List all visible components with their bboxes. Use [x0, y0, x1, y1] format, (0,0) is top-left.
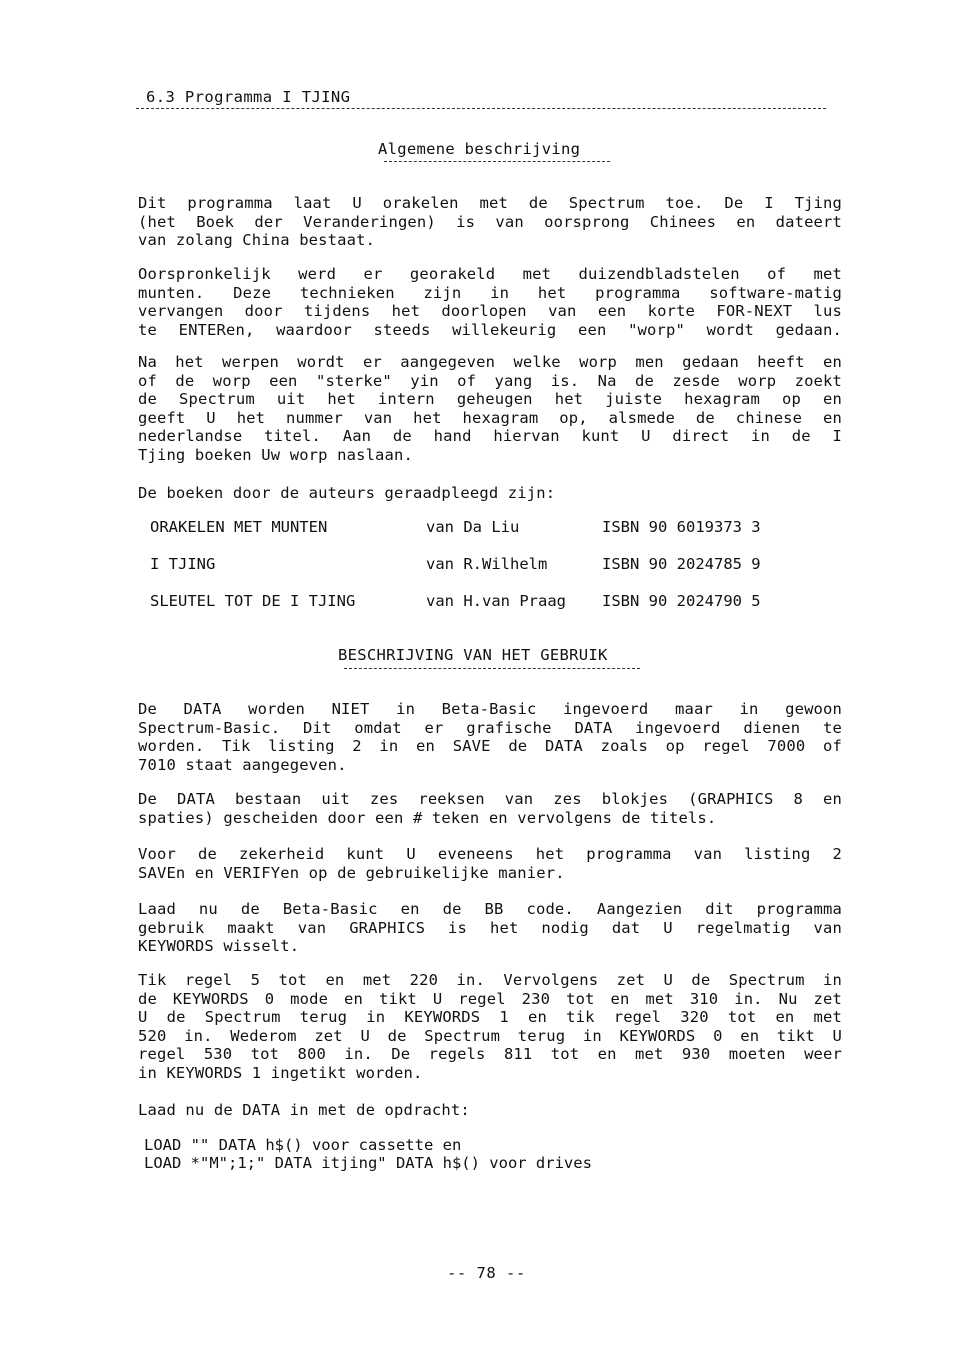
text-line: de KEYWORDS 0 mode en tikt U regel 230 tot en met 310 in. Nu zet: [138, 989, 842, 1008]
text-line: Tik regel 5 tot en met 220 in. Vervolgens zet U de Spectrum in: [138, 971, 842, 989]
paragraph: [138, 1101, 842, 1120]
text-line: Oorspronkelijk werd er georakeld met duizendbladstelen of met: [138, 265, 842, 283]
text-line: Spectrum-Basic. Dit omdat er grafische DATA ingevoerd dienen te: [138, 718, 842, 737]
book-entry: [150, 555, 810, 575]
text-line: SAVEn en VERIFYen op de gebruikelijke manier.: [138, 863, 565, 882]
heading-general-description: Algemene beschrijving: [378, 140, 581, 158]
paragraph: [138, 265, 842, 339]
text-line: worden. Tik listing 2 in en SAVE de DATA zoals op regel 7000 of: [138, 737, 842, 756]
text-line: 7010 staat aangegeven.: [138, 755, 347, 774]
text-line: van zolang China bestaat.: [138, 231, 376, 250]
code-line: LOAD *"M";1;" DATA itjing" DATA h$() voor drives: [144, 1154, 592, 1172]
text-line: 520 in. Wederom zet U de Spectrum terug in KEYWORDS 0 en tikt U: [138, 1026, 842, 1045]
section-divider: [136, 108, 826, 109]
text-line: of de worp een "sterke" yin of yang is. Na de zesde worp zoekt: [138, 371, 842, 390]
heading-usage-description: BESCHRIJVING VAN HET GEBRUIK: [338, 646, 608, 664]
book-author: van Da Liu: [426, 518, 520, 536]
page-number: -- 78 --: [447, 1264, 526, 1282]
text-line: de Spectrum uit het intern geheugen het juiste hexagram op en: [138, 390, 842, 409]
book-entry: [150, 592, 810, 612]
heading-underline: [344, 668, 640, 669]
text-line: De DATA bestaan uit zes reeksen van zes blokjes (GRAPHICS 8 en: [138, 790, 842, 808]
book-title: SLEUTEL TOT DE I TJING: [150, 592, 356, 610]
book-isbn: ISBN 90 2024790 5: [602, 592, 761, 610]
text-line: te ENTERen, waardoor steeds willekeurig een "worp" wordt gedaan.: [138, 320, 842, 339]
paragraph: [138, 353, 842, 465]
text-line: regel 530 tot 800 in. De regels 811 tot en met 930 moeten weer: [138, 1045, 842, 1064]
book-author: van H.van Praag: [426, 592, 566, 610]
text-line: Dit programma laat U orakelen met de Spectrum toe. De I Tjing: [138, 194, 842, 212]
text-line: Laad nu de DATA in met de opdracht:: [138, 1101, 470, 1119]
paragraph: [138, 900, 842, 956]
text-line: (het Boek der Veranderingen) is van oorsprong Chinees en dateert: [138, 212, 842, 231]
book-isbn: ISBN 90 6019373 3: [602, 518, 761, 536]
text-line: U de Spectrum terug in KEYWORDS 1 en tik regel 320 tot en met: [138, 1008, 842, 1027]
text-line: geeft U het nummer van het hexagram op, alsmede de chinese en: [138, 408, 842, 427]
text-line: Na het werpen wordt er aangegeven welke worp men gedaan heeft en: [138, 353, 842, 371]
text-line: Laad nu de Beta-Basic en de BB code. Aangezien dit programma: [138, 900, 842, 918]
text-line: KEYWORDS wisselt.: [138, 937, 300, 956]
code-line: LOAD "" DATA h$() voor cassette en: [144, 1136, 462, 1154]
heading-underline: [384, 161, 610, 162]
text-line: gebruik maakt van GRAPHICS is het nodig dat U regelmatig van: [138, 918, 842, 937]
paragraph: [138, 971, 842, 1083]
text-line: Tjing boeken Uw worp naslaan.: [138, 445, 413, 464]
text-line: De DATA worden NIET in Beta-Basic ingevoerd maar in gewoon: [138, 700, 842, 718]
book-entry: [150, 518, 810, 538]
book-title: I TJING: [150, 555, 216, 573]
paragraph: [138, 700, 842, 774]
text-line: in KEYWORDS 1 ingetikt worden.: [138, 1063, 423, 1082]
section-title: 6.3 Programma I TJING: [146, 88, 351, 106]
text-line: munten. Deze technieken zijn in het programma software-matig: [138, 283, 842, 302]
book-isbn: ISBN 90 2024785 9: [602, 555, 761, 573]
book-title: ORAKELEN MET MUNTEN: [150, 518, 328, 536]
book-author: van R.Wilhelm: [426, 555, 548, 573]
code-block: [144, 1136, 592, 1172]
text-line: spaties) gescheiden door een # teken en vervolgens de titels.: [138, 808, 717, 827]
paragraph: [138, 790, 842, 827]
text-line: Voor de zekerheid kunt U eveneens het programma van listing 2: [138, 845, 842, 863]
paragraph: [138, 845, 842, 882]
paragraph: [138, 194, 842, 250]
text-line: nederlandse titel. Aan de hand hiervan kunt U direct in de I: [138, 427, 842, 446]
text-line: vervangen door tijdens het doorlopen van een korte FOR-NEXT lus: [138, 302, 842, 321]
text-line: De boeken door de auteurs geraadpleegd zijn:: [138, 484, 556, 502]
paragraph: [138, 484, 842, 503]
